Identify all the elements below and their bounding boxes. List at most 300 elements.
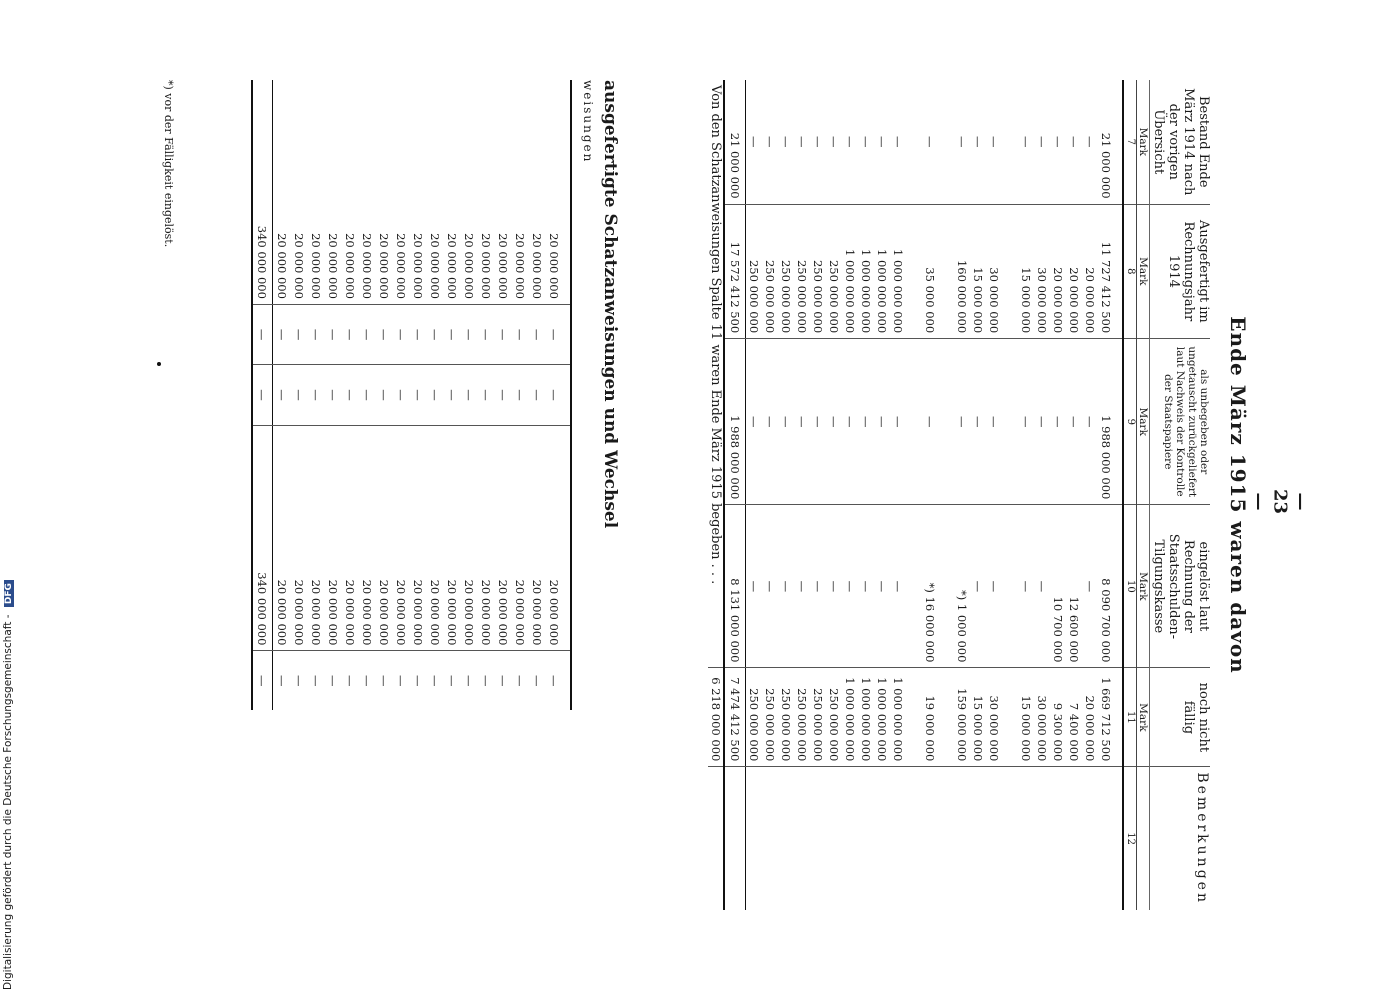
table-cell [810,767,826,910]
bills-cell: — [511,304,528,364]
table-cell: 1 000 000 000 [874,668,890,767]
bills-body [273,80,572,710]
table-cell: 250 000 000 [810,204,826,339]
bills-cell: — [290,651,307,710]
table-cell: — [954,339,970,505]
table-cell [938,505,954,668]
table-row [1034,80,1050,910]
table-cell: — [970,136,985,148]
table-row [794,80,810,910]
bills-row [426,80,443,710]
table-cell: 12 600 000 [1066,505,1082,668]
bills-cell: 20 000 000 [360,233,374,299]
bills-cell: — [460,651,477,710]
col-header-11: noch nicht fällig [1150,668,1210,767]
table-cell [938,339,954,505]
bills-cell: — [426,365,443,425]
bills-cell: 20 000 000 [496,233,510,299]
table-cell: — [874,339,890,505]
bills-cell: — [511,365,528,425]
col-number: 11 [1123,668,1137,767]
bills-cell: — [375,365,392,425]
bills-row [273,80,291,710]
bills-cell: — [273,365,291,425]
table-row [986,80,1002,910]
table-cell: — [922,339,938,505]
bills-cell: — [358,651,375,710]
bills-cell: — [341,651,358,710]
bills-cell: 20 000 000 [479,233,493,299]
bills-cell: — [528,365,545,425]
table-row [1066,80,1082,910]
totals-row [724,80,746,910]
col-number: 12 [1123,767,1137,910]
bills-cell: 20 000 000 [358,425,375,651]
page-number: — 23 — [1248,488,1312,515]
table-cell [938,204,954,339]
table-cell [906,767,922,910]
table-row [858,80,874,910]
table-cell: — [810,505,826,668]
table-cell: 1 000 000 000 [874,204,890,339]
table-cell: 9 300 000 [1050,668,1066,767]
table-cell: 1 669 712 500 [1098,668,1123,767]
table-cell: — [970,339,986,505]
bills-cell: — [545,365,571,425]
table-cell: 20 000 000 [1050,204,1066,339]
table-row [970,80,986,910]
table-cell: 7 400 000 [1066,668,1082,767]
table-cell: 8 090 700 000 [1098,505,1123,668]
bills-cell: 20 000 000 [545,425,571,651]
bills-row [375,80,392,710]
table-cell: — [954,136,969,148]
table-cell: — [1050,136,1065,148]
bills-cell: — [443,304,460,364]
table-cell: — [842,339,858,505]
table-cell [906,339,922,505]
table-cell: — [1018,505,1034,668]
table-cell: — [794,505,810,668]
table-row [745,80,762,910]
table-cell: 20 000 000 [1082,204,1098,339]
bills-cell: — [460,304,477,364]
bills-cell: 20 000 000 [443,425,460,651]
table-cell: 1 988 000 000 [1098,339,1123,505]
unit-cell: Mark [1137,80,1150,204]
table-cell: — [986,136,1001,148]
table-cell: — [986,339,1002,505]
table-cell: — [858,136,873,148]
bills-row [409,80,426,710]
bills-totals-row [252,80,273,710]
table-cell: — [826,136,841,148]
table-cell: 30 000 000 [1034,668,1050,767]
note-row [708,80,724,910]
table-cell: 1 000 000 000 [858,204,874,339]
bills-total-cell: — [252,651,273,710]
table-cell [954,767,970,910]
table-cell: — [778,505,794,668]
table-cell: 35 000 000 [922,204,938,339]
bills-cell: — [409,304,426,364]
bills-row [528,80,545,710]
table-cell: — [986,505,1002,668]
table-cell: 250 000 000 [826,204,842,339]
table-cell: — [1082,505,1098,668]
table-cell: 250 000 000 [778,204,794,339]
bills-cell: 20 000 000 [462,233,476,299]
table-row [922,80,938,910]
table-cell [794,767,810,910]
table-cell: — [794,136,809,148]
table-cell [874,767,890,910]
table-cell [922,767,938,910]
bills-total-cell: 340 000 000 [252,425,273,651]
table-cell: — [858,505,874,668]
table-cell [1002,80,1018,204]
unit-cell: Mark [1137,339,1150,505]
table-row [1082,80,1098,910]
bills-cell: — [392,365,409,425]
table-cell [858,767,874,910]
section2-subtitle: weisungen [581,80,595,164]
table-cell [1098,767,1123,910]
table-cell [1002,339,1018,505]
table-cell: — [745,505,762,668]
bills-cell: 20 000 000 [377,233,391,299]
table-cell: 250 000 000 [745,204,762,339]
table-cell: 250 000 000 [794,668,810,767]
dfg-logo: DFG [4,580,14,607]
table-cell: 20 000 000 [1066,204,1082,339]
col-number: 8 [1123,204,1137,339]
table-row [826,80,842,910]
bills-cell: 20 000 000 [394,233,408,299]
table-cell [906,668,922,767]
table-cell: — [1050,339,1066,505]
total-cell [724,767,746,910]
table-cell: 15 000 000 [1018,204,1034,339]
treasury-table [708,80,1210,910]
credit-text: Digitalisierung gefördert durch die Deutsche Forschungsgemeinschaft - [2,614,14,990]
table-cell: — [1082,136,1097,148]
table-cell: 10 700 000 [1050,505,1066,668]
table-row [954,80,970,910]
table-row [810,80,826,910]
bills-total-cell: 340 000 000 [252,80,273,304]
bills-cell: 20 000 000 [460,425,477,651]
table-cell: — [762,339,778,505]
bills-cell: — [426,651,443,710]
table-cell [762,767,778,910]
table-cell [890,767,906,910]
table-cell [1002,204,1018,339]
table-row [1098,80,1123,910]
bills-cell: 20 000 000 [343,233,357,299]
table-cell: — [826,505,842,668]
table-cell: — [970,505,986,668]
table-cell: — [858,339,874,505]
table-cell: — [874,505,890,668]
table-cell: — [1018,339,1034,505]
table-row [1050,80,1066,910]
bills-cell: — [477,651,494,710]
digitization-credit [0,0,24,1000]
table-cell [1034,767,1050,910]
bills-cell: — [460,365,477,425]
table-cell [906,80,922,204]
table-cell: 15 000 000 [1018,668,1034,767]
table-cell: — [810,136,825,148]
note-text: Von den Schatzanweisungen Spalte 11 waren Ende März 1915 begeben . . . [707,85,723,585]
table-cell: *) 1 000 000 [954,505,970,668]
table-cell: 20 000 000 [1082,668,1098,767]
bills-cell: — [273,304,291,364]
table-cell: — [778,339,794,505]
table-cell: — [1034,339,1050,505]
bills-cell: 20 000 000 [326,233,340,299]
table-cell: — [890,136,905,148]
bills-cell: 20 000 000 [290,425,307,651]
table-cell [1002,505,1018,668]
bills-cell: 20 000 000 [375,425,392,651]
table-row [842,80,858,910]
footnote: *) vor der Fälligkeit eingelöst. [162,80,175,248]
col-number: 9 [1123,339,1137,505]
table-cell: — [890,505,906,668]
bills-cell: — [341,365,358,425]
table-cell: — [810,339,826,505]
bills-row [460,80,477,710]
bills-cell: — [307,304,324,364]
bills-cell: — [426,304,443,364]
bills-cell: — [273,651,291,710]
bills-row [324,80,341,710]
note-empty [708,767,724,910]
bills-total-cell: — [252,365,273,425]
col-number: 10 [1123,505,1137,668]
bills-cell: 20 000 000 [409,425,426,651]
bills-cell: — [477,304,494,364]
bills-cell: — [324,304,341,364]
bills-cell: — [477,365,494,425]
bills-cell: 20 000 000 [392,425,409,651]
bills-cell: — [528,651,545,710]
unit-cell: Mark [1137,505,1150,668]
table-cell: 19 000 000 [922,668,938,767]
total-cell: 21 000 000 [724,80,746,204]
col-header-7: Bestand Ende März 1914 nach der vorigen Übersicht [1150,80,1210,204]
section-title [1226,80,1250,910]
bills-cell: — [358,365,375,425]
table-cell: 1 000 000 000 [890,668,906,767]
table-row [906,80,922,910]
bills-cell: 20 000 000 [528,425,545,651]
table-row [1002,80,1018,910]
table-cell [1018,767,1034,910]
total-cell: 7 474 412 500 [724,668,746,767]
bills-cell: — [494,304,511,364]
table-row [874,80,890,910]
table-cell: — [842,505,858,668]
table-cell: 15 000 000 [970,668,986,767]
table-cell [745,767,762,910]
table-cell [842,767,858,910]
total-cell: 8 131 000 000 [724,505,746,668]
total-cell: 1 988 000 000 [724,339,746,505]
table-cell [938,80,954,204]
table-cell: — [826,339,842,505]
table-cell [1066,767,1082,910]
bills-cell: — [494,651,511,710]
table-cell: 250 000 000 [778,668,794,767]
unit-cell: Mark [1137,204,1150,339]
table-cell: 15 000 000 [970,204,986,339]
bills-table [251,80,572,710]
bills-cell: 20 000 000 [307,425,324,651]
table-cell: 30 000 000 [986,668,1002,767]
table-row [890,80,906,910]
bills-row [545,80,571,710]
bills-total-cell: — [252,304,273,364]
bills-row [392,80,409,710]
bills-cell: 20 000 000 [511,425,528,651]
table-cell: — [1034,136,1049,148]
bills-row [341,80,358,710]
bills-cell: — [511,651,528,710]
bills-cell: 20 000 000 [426,425,443,651]
table-cell [986,767,1002,910]
table-cell: — [745,339,762,505]
table-cell: — [1018,136,1033,148]
bills-row [494,80,511,710]
table-cell [970,767,986,910]
bills-cell: 20 000 000 [477,425,494,651]
table-cell: — [746,136,761,148]
bills-cell: — [409,651,426,710]
bills-cell: — [341,304,358,364]
bills-cell: 20 000 000 [273,425,291,651]
bills-row [307,80,324,710]
table-cell [826,767,842,910]
table-cell: — [762,136,777,148]
table-cell [1002,767,1018,910]
table-cell: 11 727 412 500 [1098,204,1123,339]
bills-cell: — [375,304,392,364]
bills-cell: — [307,365,324,425]
bills-row [358,80,375,710]
table-cell: — [890,339,906,505]
table-cell [1002,668,1018,767]
bills-cell: 20 000 000 [513,233,527,299]
table-cell: 1 000 000 000 [842,204,858,339]
bills-cell: — [528,304,545,364]
table-cell: — [762,505,778,668]
table-cell: 250 000 000 [762,668,778,767]
bills-cell: — [409,365,426,425]
bills-cell: — [494,365,511,425]
table-cell: 21 000 000 [1098,132,1113,199]
table-cell: 159 000 000 [954,668,970,767]
table-cell [906,505,922,668]
col-header-12: Bemerkungen [1150,767,1210,910]
section2-title: ausgefertigte Schatzanweisungen und Wechsel [600,80,620,529]
bills-cell: 20 000 000 [545,80,571,304]
bills-cell: — [358,304,375,364]
table-cell: — [1066,136,1081,148]
bills-cell: 20 000 000 [411,233,425,299]
table-cell: 250 000 000 [794,204,810,339]
period-caption: Ende März 1915 waren davon [1226,316,1250,674]
bills-cell: — [443,651,460,710]
rotated-content [162,80,1250,910]
bills-cell: 20 000 000 [341,425,358,651]
unit-cell: Mark [1137,668,1150,767]
table-row [762,80,778,910]
total-cell: 17 572 412 500 [724,204,746,339]
bills-cell: — [307,651,324,710]
table-row [1018,80,1034,910]
bills-cell: — [290,365,307,425]
col-number: 7 [1123,80,1137,204]
table-cell: — [842,136,857,148]
table-cell: — [794,339,810,505]
table-cell [906,204,922,339]
table-row [778,80,794,910]
table-cell: 250 000 000 [762,204,778,339]
table-cell: 250 000 000 [745,668,762,767]
bills-cell: — [324,651,341,710]
table-cell: — [874,136,889,148]
table-cell: 1 000 000 000 [842,668,858,767]
bills-cell: 20 000 000 [494,425,511,651]
table-cell: 1 000 000 000 [890,204,906,339]
bills-cell: 20 000 000 [445,233,459,299]
bills-cell: 20 000 000 [428,233,442,299]
bills-cell: — [375,651,392,710]
bills-cell: 20 000 000 [275,233,289,299]
table-cell [1050,767,1066,910]
table-body [745,80,1123,910]
table-cell: 1 000 000 000 [858,668,874,767]
bills-cell: — [443,365,460,425]
bills-cell: 20 000 000 [324,425,341,651]
bills-cell: — [290,304,307,364]
bills-row [477,80,494,710]
table-cell [778,767,794,910]
bills-cell: — [392,304,409,364]
table-cell: 30 000 000 [986,204,1002,339]
table-cell [938,767,954,910]
col-header-9: als unbegeben oder ungetauscht zurückgeliefert laut Nachweis der Kontrolle der Staatspapiere [1150,339,1210,505]
unit-cell [1137,767,1150,910]
bills-row [443,80,460,710]
table-cell: — [1066,339,1082,505]
bills-cell: — [545,304,571,364]
table-cell: 250 000 000 [826,668,842,767]
bills-cell: 20 000 000 [292,233,306,299]
table-cell: 160 000 000 [954,204,970,339]
bills-cell: — [392,651,409,710]
bills-row [290,80,307,710]
bills-cell: — [545,651,571,710]
table-row [938,80,954,910]
table-cell: 30 000 000 [1034,204,1050,339]
bills-cell: 20 000 000 [530,233,544,299]
ink-speck [157,362,161,366]
table-cell: — [778,136,793,148]
